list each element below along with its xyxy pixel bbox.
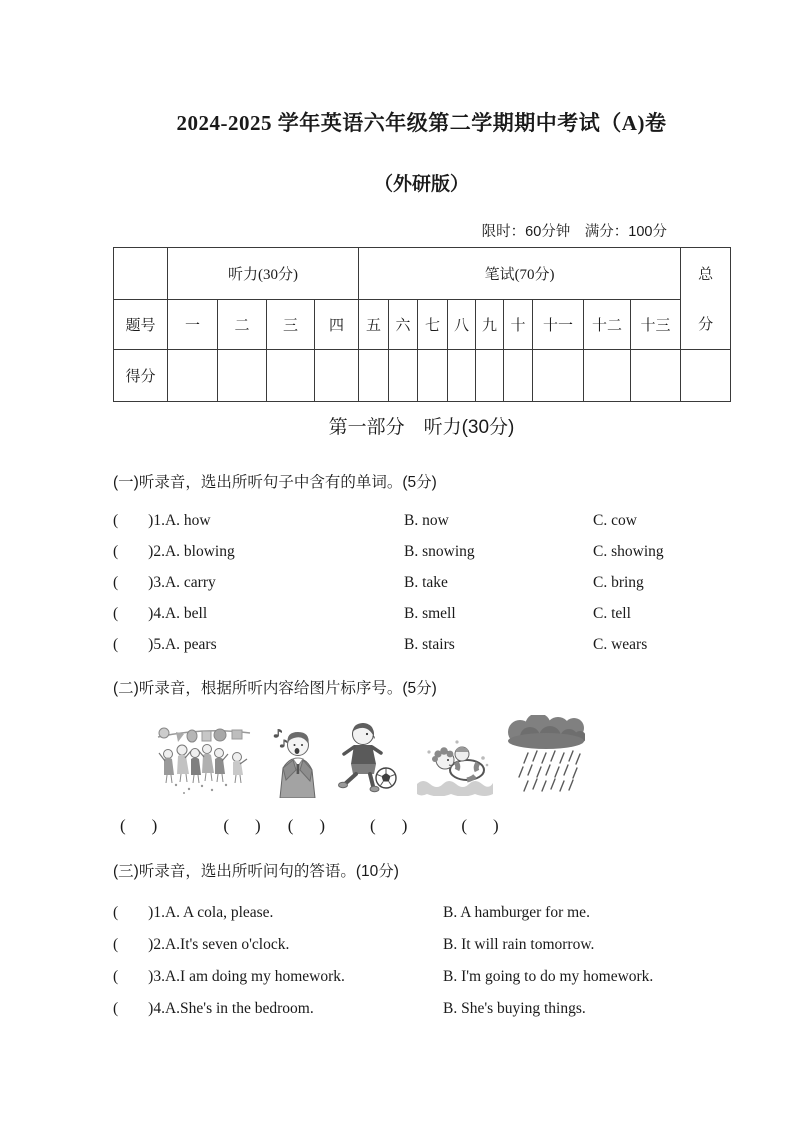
option-a <box>113 512 404 530</box>
paren-close: ) <box>255 816 261 835</box>
score-cell <box>504 350 533 402</box>
question-col: 十二 <box>584 300 631 350</box>
question-item <box>113 629 730 660</box>
answer-paren: ( <box>113 573 119 591</box>
option-a-text: )1.A. how <box>148 511 211 529</box>
answer-paren: ( <box>113 542 119 560</box>
score-cell <box>267 350 315 402</box>
score-cell <box>389 350 418 402</box>
question-item <box>113 993 730 1025</box>
question-item <box>113 897 730 929</box>
question-item <box>113 536 730 567</box>
question-col: 一 <box>168 300 218 350</box>
option-b: B. smell <box>404 604 456 622</box>
score-table <box>113 247 731 402</box>
option-a <box>113 1000 443 1018</box>
question-col: 八 <box>448 300 476 350</box>
paren-pair <box>223 816 260 836</box>
party-celebration-image <box>154 723 254 798</box>
paren-open: ( <box>461 816 468 835</box>
score-cell <box>448 350 476 402</box>
option-a <box>113 636 404 654</box>
option-c: C. cow <box>593 511 637 529</box>
paren-pair <box>370 816 407 836</box>
option-c: C. bring <box>593 573 644 591</box>
option-c: C. wears <box>593 635 648 653</box>
option-a <box>113 574 404 592</box>
option-a-text: )4.A.She's in the bedroom. <box>148 1000 314 1017</box>
question-item <box>113 598 730 629</box>
question-item <box>113 961 730 993</box>
question-col: 三 <box>267 300 315 350</box>
question-col: 十三 <box>631 300 681 350</box>
question-item <box>113 567 730 598</box>
option-b: B. take <box>404 573 448 591</box>
answer-blank <box>467 816 493 836</box>
question-col: 十 <box>504 300 533 350</box>
score-cell <box>631 350 681 402</box>
part1-heading: 第一部分 听力(30分) <box>328 417 515 438</box>
option-b: B. A hamburger for me. <box>443 904 590 921</box>
total-header-bottom: 分 <box>698 317 714 333</box>
option-a <box>113 543 404 561</box>
option-a-text: )3.A. carry <box>148 573 216 591</box>
listening-header: 听力(30分) <box>168 248 359 300</box>
answer-blank <box>229 816 255 836</box>
option-a-text: )3.A.I am doing my homework. <box>148 968 345 985</box>
score-cell <box>533 350 584 402</box>
score-cell <box>584 350 631 402</box>
option-a <box>113 968 443 986</box>
score-cell <box>418 350 448 402</box>
woman-singing-image <box>269 726 319 798</box>
question-col: 十一 <box>533 300 584 350</box>
option-a <box>113 936 443 954</box>
question-item <box>113 929 730 961</box>
section2-answer-blanks <box>113 814 730 838</box>
answer-paren: ( <box>113 511 119 529</box>
answer-blank <box>126 816 152 836</box>
question-col: 二 <box>218 300 267 350</box>
heavy-rain-image <box>506 715 585 798</box>
section3-title: (三)听录音，选出所听问句的答语。(10分) <box>113 863 399 880</box>
answer-paren: ( <box>113 936 119 953</box>
score-cell <box>168 350 218 402</box>
question-col: 四 <box>315 300 359 350</box>
answer-paren: ( <box>113 904 119 921</box>
score-row-header: 得分 <box>114 350 168 402</box>
option-a-text: )1.A. A cola, please. <box>148 904 274 921</box>
exam-meta: 限时：60分钟 满分：100分 <box>481 224 667 240</box>
option-a-text: )4.A. bell <box>148 604 208 622</box>
corner-cell <box>114 248 168 300</box>
total-header <box>681 248 731 350</box>
total-header-top: 总 <box>698 267 714 283</box>
question-col: 六 <box>389 300 418 350</box>
exam-subtitle: （外研版） <box>373 174 469 195</box>
boy-playing-football-image <box>336 720 397 798</box>
score-cell <box>476 350 504 402</box>
child-swimming-image <box>415 732 493 796</box>
answer-blank <box>293 816 319 836</box>
section1-items <box>113 505 730 660</box>
paren-open: ( <box>370 816 376 835</box>
option-a-text: )2.A. blowing <box>148 542 235 560</box>
paren-close: ) <box>319 816 326 835</box>
paren-close: ) <box>151 816 158 835</box>
section2-images <box>113 713 730 798</box>
option-a <box>113 605 404 623</box>
option-a <box>113 904 443 922</box>
answer-paren: ( <box>113 968 119 985</box>
paren-open: ( <box>120 816 126 835</box>
paren-close: ) <box>401 816 408 835</box>
question-row-header: 题号 <box>114 300 168 350</box>
option-b: B. It will rain tomorrow. <box>443 936 595 953</box>
score-cell <box>218 350 267 402</box>
option-c: C. tell <box>593 604 631 622</box>
answer-blank <box>376 816 402 836</box>
question-item <box>113 505 730 536</box>
written-header: 笔试(70分) <box>359 248 681 300</box>
option-b: B. now <box>404 511 449 529</box>
option-c: C. showing <box>593 542 664 560</box>
paren-pair <box>288 816 325 836</box>
option-a-text: )2.A.It's seven o'clock. <box>148 936 290 953</box>
question-col: 七 <box>418 300 448 350</box>
option-b: B. snowing <box>404 542 475 560</box>
section3-items <box>113 897 730 1025</box>
option-b: B. She's buying things. <box>443 1000 586 1017</box>
answer-paren: ( <box>113 635 119 653</box>
option-a-text: )5.A. pears <box>148 635 217 653</box>
paren-open: ( <box>287 816 294 835</box>
question-col: 五 <box>359 300 389 350</box>
paren-pair <box>120 816 157 836</box>
option-b: B. I'm going to do my homework. <box>443 968 654 985</box>
answer-paren: ( <box>113 604 119 622</box>
score-cell <box>359 350 389 402</box>
exam-title: 2024-2025 学年英语六年级第二学期期中考试（A)卷 <box>176 111 667 135</box>
paren-close: ) <box>493 816 499 835</box>
answer-paren: ( <box>113 1000 119 1017</box>
paren-pair <box>461 816 498 836</box>
paren-open: ( <box>223 816 230 835</box>
section1-title: (一)听录音，选出所听句子中含有的单词。(5分) <box>113 474 437 491</box>
question-col: 九 <box>476 300 504 350</box>
total-score-cell <box>681 350 731 402</box>
score-cell <box>315 350 359 402</box>
option-b: B. stairs <box>404 635 455 653</box>
section2-title: (二)听录音，根据所听内容给图片标序号。(5分) <box>113 680 437 697</box>
